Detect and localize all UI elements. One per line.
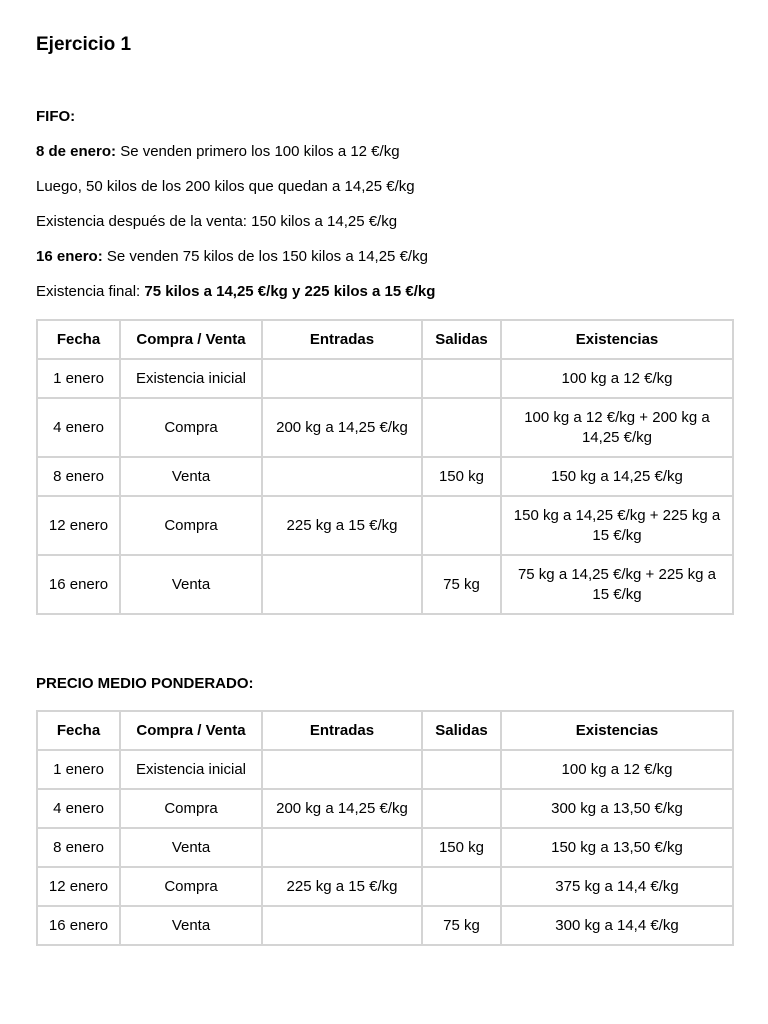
cell-entradas: 200 kg a 14,25 €/kg — [262, 398, 422, 457]
cell-compra-venta: Existencia inicial — [120, 750, 262, 789]
fifo-line-1-bold: 8 de enero: — [36, 143, 117, 160]
table-row — [37, 789, 733, 828]
cell-fecha: 12 enero — [37, 496, 120, 555]
cell-existencias: 100 kg a 12 €/kg — [501, 359, 733, 398]
cell-existencias: 150 kg a 13,50 €/kg — [501, 828, 733, 867]
column-header-entradas: Entradas — [262, 320, 422, 359]
cell-entradas — [262, 828, 422, 867]
cell-entradas — [262, 750, 422, 789]
pmp-table — [36, 710, 734, 946]
cell-existencias: 100 kg a 12 €/kg + 200 kg a 14,25 €/kg — [501, 398, 733, 457]
table-row — [37, 555, 733, 614]
column-header-fecha: Fecha — [37, 320, 120, 359]
cell-fecha: 16 enero — [37, 555, 120, 614]
column-header-salidas: Salidas — [422, 320, 501, 359]
column-header-fecha: Fecha — [37, 711, 120, 750]
cell-salidas — [422, 789, 501, 828]
column-header-compra-venta: Compra / Venta — [120, 320, 262, 359]
table-row — [37, 496, 733, 555]
fifo-line-5-bold: 75 kilos a 14,25 €/kg y 225 kilos a 15 €/kg — [144, 283, 436, 300]
cell-existencias: 375 kg a 14,4 €/kg — [501, 867, 733, 906]
table-row — [37, 750, 733, 789]
cell-fecha: 1 enero — [37, 359, 120, 398]
cell-existencias: 75 kg a 14,25 €/kg + 225 kg a 15 €/kg — [501, 555, 733, 614]
cell-salidas: 75 kg — [422, 555, 501, 614]
table-row — [37, 828, 733, 867]
page-title: Ejercicio 1 — [36, 34, 132, 55]
cell-fecha: 16 enero — [37, 906, 120, 945]
table-row — [37, 906, 733, 945]
fifo-line-4-bold: 16 enero: — [36, 248, 103, 265]
cell-existencias: 150 kg a 14,25 €/kg + 225 kg a 15 €/kg — [501, 496, 733, 555]
fifo-line-2-text: Luego, 50 kilos de los 200 kilos que quedan a 14,25 €/kg — [36, 178, 415, 195]
cell-fecha: 1 enero — [37, 750, 120, 789]
cell-existencias: 300 kg a 13,50 €/kg — [501, 789, 733, 828]
cell-entradas — [262, 359, 422, 398]
cell-fecha: 8 enero — [37, 457, 120, 496]
cell-salidas: 150 kg — [422, 828, 501, 867]
table-row — [37, 359, 733, 398]
table-header-row — [37, 320, 733, 359]
cell-salidas — [422, 398, 501, 457]
cell-compra-venta: Venta — [120, 555, 262, 614]
pmp-heading: PRECIO MEDIO PONDERADO: — [36, 675, 254, 692]
cell-entradas — [262, 906, 422, 945]
table-row — [37, 457, 733, 496]
cell-entradas: 225 kg a 15 €/kg — [262, 496, 422, 555]
cell-fecha: 4 enero — [37, 398, 120, 457]
fifo-line-3-text: Existencia después de la venta: 150 kilos a 14,25 €/kg — [36, 213, 398, 230]
fifo-line-3 — [36, 213, 397, 230]
fifo-line-2 — [36, 178, 415, 195]
column-header-compra-venta: Compra / Venta — [120, 711, 262, 750]
fifo-line-4 — [36, 248, 428, 265]
cell-compra-venta: Venta — [120, 457, 262, 496]
cell-compra-venta: Compra — [120, 398, 262, 457]
table-header-row — [37, 711, 733, 750]
cell-compra-venta: Existencia inicial — [120, 359, 262, 398]
cell-salidas: 150 kg — [422, 457, 501, 496]
cell-existencias: 150 kg a 14,25 €/kg — [501, 457, 733, 496]
cell-salidas — [422, 496, 501, 555]
fifo-line-1-text: Se venden primero los 100 kilos a 12 €/kg — [116, 143, 400, 160]
cell-entradas: 200 kg a 14,25 €/kg — [262, 789, 422, 828]
cell-salidas — [422, 359, 501, 398]
column-header-existencias: Existencias — [501, 320, 733, 359]
cell-entradas — [262, 457, 422, 496]
column-header-entradas: Entradas — [262, 711, 422, 750]
cell-fecha: 8 enero — [37, 828, 120, 867]
cell-salidas — [422, 867, 501, 906]
cell-compra-venta: Venta — [120, 828, 262, 867]
cell-compra-venta: Compra — [120, 867, 262, 906]
cell-compra-venta: Venta — [120, 906, 262, 945]
cell-fecha: 4 enero — [37, 789, 120, 828]
cell-existencias: 300 kg a 14,4 €/kg — [501, 906, 733, 945]
cell-entradas: 225 kg a 15 €/kg — [262, 867, 422, 906]
fifo-line-5-prefix: Existencia final: — [36, 283, 145, 300]
fifo-line-1 — [36, 143, 400, 160]
table-row — [37, 867, 733, 906]
table-row — [37, 398, 733, 457]
column-header-salidas: Salidas — [422, 711, 501, 750]
cell-salidas: 75 kg — [422, 906, 501, 945]
fifo-line-5 — [36, 283, 435, 300]
fifo-heading: FIFO: — [36, 108, 76, 125]
cell-entradas — [262, 555, 422, 614]
cell-fecha: 12 enero — [37, 867, 120, 906]
cell-existencias: 100 kg a 12 €/kg — [501, 750, 733, 789]
fifo-line-4-text: Se venden 75 kilos de los 150 kilos a 14,25 €/kg — [102, 248, 428, 265]
fifo-table — [36, 319, 734, 615]
cell-compra-venta: Compra — [120, 789, 262, 828]
cell-compra-venta: Compra — [120, 496, 262, 555]
cell-salidas — [422, 750, 501, 789]
column-header-existencias: Existencias — [501, 711, 733, 750]
